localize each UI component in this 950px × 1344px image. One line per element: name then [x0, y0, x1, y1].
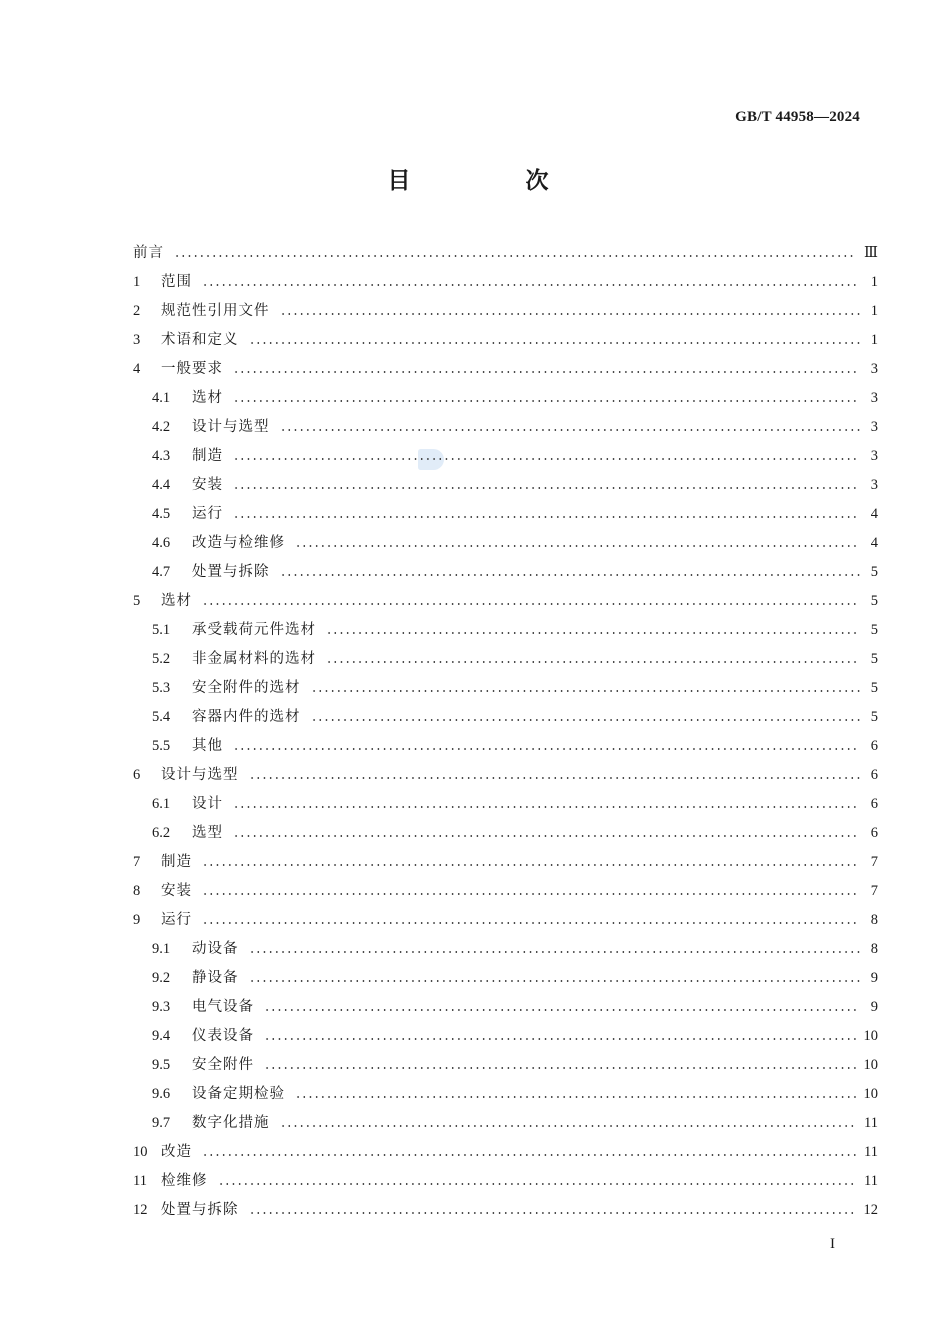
- toc-entry-number: 4.4: [152, 477, 171, 493]
- toc-entry-page: 5: [870, 564, 878, 580]
- toc-entry[interactable]: [133, 1022, 878, 1051]
- toc-entry-number: 10: [133, 1144, 148, 1160]
- toc-entry[interactable]: [133, 1051, 878, 1080]
- toc-entry-label: 设计与选型: [192, 419, 270, 435]
- standard-code: GB/T 44958—2024: [735, 109, 860, 125]
- toc-entry-label: 安全附件的选材: [192, 680, 301, 696]
- toc-entry-label: 静设备: [192, 970, 239, 986]
- toc-entry-number: 6: [133, 767, 141, 783]
- toc-entry-page: 10: [863, 1028, 878, 1044]
- toc-entry[interactable]: [133, 906, 878, 935]
- toc-entry-number: 6.2: [152, 825, 171, 841]
- toc-entry-page: 1: [870, 332, 878, 348]
- toc-entry-page: 3: [870, 477, 878, 493]
- dot-leader: [202, 1154, 856, 1156]
- toc-entry-label: 仪表设备: [192, 1028, 254, 1044]
- toc-entry[interactable]: [133, 1138, 878, 1167]
- toc-entry-label: 容器内件的选材: [192, 709, 301, 725]
- toc-entry[interactable]: [133, 674, 878, 703]
- toc-entry-label: 选型: [192, 825, 223, 841]
- dot-leader: [326, 661, 860, 663]
- dot-leader: [233, 806, 860, 808]
- dot-leader: [233, 487, 860, 489]
- dot-leader: [280, 574, 861, 576]
- toc-entry[interactable]: [133, 529, 878, 558]
- toc-entry-page: 5: [870, 651, 878, 667]
- toc-entry[interactable]: [133, 384, 878, 413]
- toc-entry-page: 6: [870, 767, 878, 783]
- dot-leader: [249, 951, 861, 953]
- toc-entry-label: 处置与拆除: [192, 564, 270, 580]
- toc-entry-label: 电气设备: [192, 999, 254, 1015]
- toc-entry-page: 5: [870, 709, 878, 725]
- toc-entry-page: 8: [870, 941, 878, 957]
- toc-entry-label: 安装: [161, 883, 192, 899]
- toc-entry-number: 4: [133, 361, 141, 377]
- toc-entry-label: 改造与检维修: [192, 535, 285, 551]
- toc-entry-label: 运行: [192, 506, 223, 522]
- dot-leader: [249, 342, 861, 344]
- toc-entry-number: 9: [133, 912, 141, 928]
- dot-leader: [280, 313, 861, 315]
- toc-entry-number: 5: [133, 593, 141, 609]
- toc-entry-label: 其他: [192, 738, 223, 754]
- toc-entry-number: 9.2: [152, 970, 171, 986]
- dot-leader: [249, 777, 861, 779]
- toc-entry-number: 9.6: [152, 1086, 171, 1102]
- toc-entry-number: 5.5: [152, 738, 171, 754]
- toc-entry-number: 5.4: [152, 709, 171, 725]
- toc-entry-label: 检维修: [161, 1173, 208, 1189]
- toc-entry[interactable]: [133, 935, 878, 964]
- dot-leader: [295, 1096, 856, 1098]
- toc-entry[interactable]: [133, 732, 878, 761]
- dot-leader: [202, 893, 860, 895]
- toc-entry-number: 12: [133, 1202, 148, 1218]
- dot-leader: [233, 400, 860, 402]
- toc-entry-number: 9.4: [152, 1028, 171, 1044]
- toc-entry-number: 4.3: [152, 448, 171, 464]
- toc-entry-page: 7: [870, 883, 878, 899]
- toc-entry-number: 6.1: [152, 796, 171, 812]
- page-number: I: [830, 1236, 835, 1252]
- toc-entry[interactable]: [133, 558, 878, 587]
- toc-entry-label: 前言: [133, 245, 164, 261]
- dot-leader: [264, 1009, 860, 1011]
- toc-entry-page: 12: [863, 1202, 878, 1218]
- toc-entry[interactable]: [133, 645, 878, 674]
- toc-entry-page: 1: [870, 303, 878, 319]
- toc-entry[interactable]: [133, 239, 878, 268]
- toc-entry-number: 4.5: [152, 506, 171, 522]
- toc-entry[interactable]: [133, 442, 878, 471]
- dot-leader: [280, 1125, 857, 1127]
- toc-entry[interactable]: [133, 819, 878, 848]
- dot-leader: [249, 980, 861, 982]
- toc-entry[interactable]: [133, 326, 878, 355]
- dot-leader: [233, 371, 860, 373]
- toc-entry-page: 6: [870, 825, 878, 841]
- toc-entry-number: 3: [133, 332, 141, 348]
- toc-entry[interactable]: [133, 500, 878, 529]
- toc-entry[interactable]: [133, 1080, 878, 1109]
- toc-entry[interactable]: [133, 1109, 878, 1138]
- dot-leader: [233, 458, 860, 460]
- toc-entry-label: 运行: [161, 912, 192, 928]
- page-title: 目 次: [387, 168, 595, 194]
- toc-entry-label: 改造: [161, 1144, 192, 1160]
- toc-entry-label: 术语和定义: [161, 332, 239, 348]
- toc-entry-label: 选材: [192, 390, 223, 406]
- toc-entry-page: 6: [870, 796, 878, 812]
- toc-entry-number: 9.1: [152, 941, 171, 957]
- toc-entry-label: 安全附件: [192, 1057, 254, 1073]
- toc-entry-number: 11: [133, 1173, 147, 1189]
- toc-entry[interactable]: [133, 703, 878, 732]
- toc-entry-label: 选材: [161, 593, 192, 609]
- toc-entry[interactable]: [133, 877, 878, 906]
- toc-entry[interactable]: [133, 297, 878, 326]
- toc-entry-page: 7: [870, 854, 878, 870]
- toc-entry-page: 6: [870, 738, 878, 754]
- toc-entry-number: 9.5: [152, 1057, 171, 1073]
- toc-entry-label: 数字化措施: [192, 1115, 270, 1131]
- toc-entry-page: 9: [870, 999, 878, 1015]
- toc-entry-number: 4.1: [152, 390, 171, 406]
- toc-entry[interactable]: [133, 355, 878, 384]
- toc-entry-label: 制造: [161, 854, 192, 870]
- toc-entry-label: 非金属材料的选材: [192, 651, 316, 667]
- toc-entry-page: 11: [864, 1173, 878, 1189]
- toc-entry-number: 4.7: [152, 564, 171, 580]
- toc-entry-page: 9: [870, 970, 878, 986]
- toc-entry-number: 8: [133, 883, 141, 899]
- toc-entry-label: 范围: [161, 274, 192, 290]
- dot-leader: [264, 1038, 856, 1040]
- toc-entry[interactable]: [133, 790, 878, 819]
- toc-entry-number: 9.7: [152, 1115, 171, 1131]
- toc-entry-page: Ⅲ: [864, 245, 878, 261]
- dot-leader: [326, 632, 860, 634]
- dot-leader: [264, 1067, 856, 1069]
- toc-entry-page: 3: [870, 361, 878, 377]
- toc-entry[interactable]: [133, 1196, 878, 1225]
- dot-leader: [249, 1212, 856, 1214]
- toc-entry-number: 5.3: [152, 680, 171, 696]
- dot-leader: [311, 690, 861, 692]
- toc-entry-label: 设备定期检验: [192, 1086, 285, 1102]
- toc-entry-page: 5: [870, 622, 878, 638]
- dot-leader: [233, 748, 860, 750]
- dot-leader: [280, 429, 861, 431]
- toc-entry-number: 2: [133, 303, 141, 319]
- toc-entry[interactable]: [133, 268, 878, 297]
- toc-entry-page: 5: [870, 680, 878, 696]
- toc-entry-number: 5.1: [152, 622, 171, 638]
- toc-entry-page: 10: [863, 1057, 878, 1073]
- toc-entry-page: 4: [870, 535, 878, 551]
- dot-leader: [295, 545, 860, 547]
- dot-leader: [233, 835, 860, 837]
- toc-entry[interactable]: [133, 587, 878, 616]
- toc-entry[interactable]: [133, 616, 878, 645]
- toc-entry-number: 9.3: [152, 999, 171, 1015]
- toc-entry-label: 设计与选型: [161, 767, 239, 783]
- dot-leader: [202, 284, 860, 286]
- toc-entry-number: 4.6: [152, 535, 171, 551]
- toc-entry-page: 11: [864, 1144, 878, 1160]
- dot-leader: [202, 864, 860, 866]
- dot-leader: [218, 1183, 857, 1185]
- toc-entry[interactable]: [133, 471, 878, 500]
- toc-entry[interactable]: [133, 413, 878, 442]
- toc-entry-label: 一般要求: [161, 361, 223, 377]
- toc-entry-page: 3: [870, 419, 878, 435]
- toc-entry-label: 设计: [192, 796, 223, 812]
- toc-entry-label: 制造: [192, 448, 223, 464]
- toc-entry-label: 承受载荷元件选材: [192, 622, 316, 638]
- toc-entry-number: 4.2: [152, 419, 171, 435]
- toc-entry-page: 10: [863, 1086, 878, 1102]
- dot-leader: [202, 603, 860, 605]
- toc-entry-page: 3: [870, 448, 878, 464]
- toc-entry-page: 5: [870, 593, 878, 609]
- toc-entry-label: 规范性引用文件: [161, 303, 270, 319]
- toc-entry-number: 7: [133, 854, 141, 870]
- toc-entry-label: 安装: [192, 477, 223, 493]
- toc-entry-number: 5.2: [152, 651, 171, 667]
- toc-entry-number: 1: [133, 274, 141, 290]
- table-of-contents: [133, 239, 878, 1225]
- toc-entry-page: 3: [870, 390, 878, 406]
- toc-entry[interactable]: [133, 964, 878, 993]
- toc-entry-page: 11: [864, 1115, 878, 1131]
- toc-entry-label: 处置与拆除: [161, 1202, 239, 1218]
- dot-leader: [174, 255, 856, 257]
- dot-leader: [233, 516, 860, 518]
- toc-entry[interactable]: [133, 993, 878, 1022]
- toc-entry[interactable]: [133, 848, 878, 877]
- toc-entry-page: 1: [870, 274, 878, 290]
- toc-entry-page: 4: [870, 506, 878, 522]
- dot-leader: [311, 719, 861, 721]
- toc-entry[interactable]: [133, 1167, 878, 1196]
- toc-entry[interactable]: [133, 761, 878, 790]
- toc-entry-page: 8: [870, 912, 878, 928]
- dot-leader: [202, 922, 860, 924]
- toc-entry-label: 动设备: [192, 941, 239, 957]
